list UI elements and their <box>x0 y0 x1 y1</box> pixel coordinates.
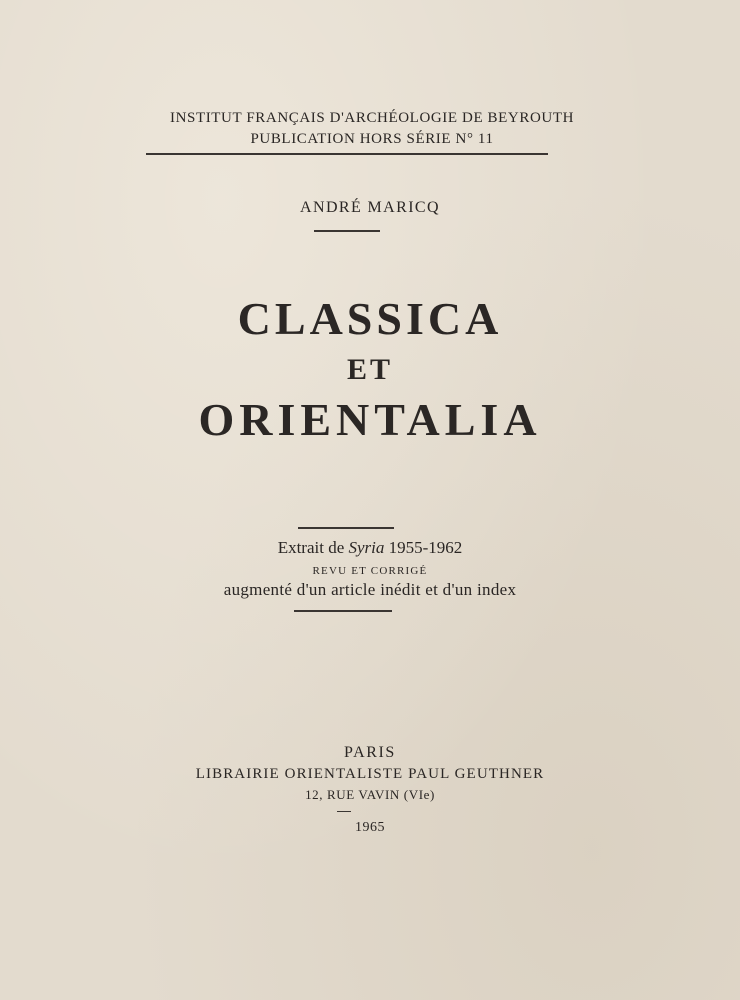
extract-line <box>0 538 740 558</box>
series-header <box>0 108 740 150</box>
institute-name: INSTITUT FRANÇAIS D'ARCHÉOLOGIE DE BEYROUTH <box>169 110 575 126</box>
augmented-note: augmenté d'un article inédit et d'un index <box>223 580 517 599</box>
imprint-dash <box>337 811 351 812</box>
imprint-publisher: LIBRAIRIE ORIENTALISTE PAUL GEUTHNER <box>195 766 545 782</box>
title-line-3: ORIENTALIA <box>198 394 542 445</box>
extract-prefix: Extrait de <box>277 538 345 557</box>
title-line-1: CLASSICA <box>237 293 503 344</box>
revised-note: REVU ET CORRIGÉ <box>312 565 428 577</box>
author-rule <box>314 230 380 232</box>
imprint-address: 12, RUE VAVIN (VIe) <box>305 787 435 802</box>
publication-series: PUBLICATION HORS SÉRIE N° 11 <box>250 131 494 147</box>
extract-bottom-rule <box>294 610 392 612</box>
title-line-2: ET <box>346 353 394 386</box>
imprint-year: 1965 <box>355 820 385 835</box>
extract-top-rule <box>298 527 394 529</box>
header-rule <box>146 153 548 155</box>
imprint-city: PARIS <box>344 744 396 761</box>
journal-name: Syria <box>348 538 385 557</box>
journal-years: 1955-1962 <box>388 538 463 557</box>
author-name: ANDRÉ MARICQ <box>300 199 440 216</box>
